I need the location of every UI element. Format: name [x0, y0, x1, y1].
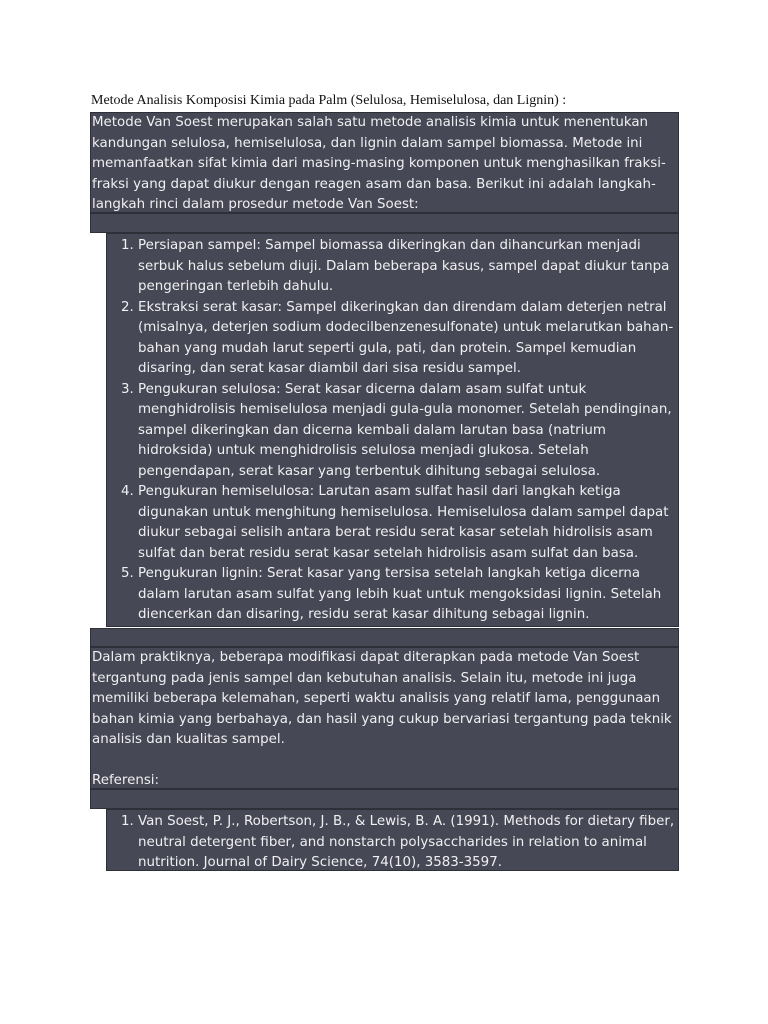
intro-paragraph: Metode Van Soest merupakan salah satu metode analisis kimia untuk menentukan kandungan selulosa, hemiselulosa, dan lignin dalam sampel biomassa. Metode ini memanfaatkan sifat kimia dari masing-masing komponen untuk menghasilkan fraksi-fraksi yang dapat diukur dengan reagen asam dan basa. Berikut ini adalah langkah-langkah rinci dalam prosedur metode Van Soest: [92, 115, 666, 212]
step-item: 1. Persiapan sampel: Sampel biomassa dikeringkan dan dihancurkan menjadi serbuk halus sebelum diuji. Dalam beberapa kasus, sampel dapat diukur tanpa pengeringan terlebih dahulu. [138, 236, 678, 298]
references-block [106, 809, 679, 871]
steps-block [106, 233, 679, 627]
step-item: 2. Ekstraksi serat kasar: Sampel dikeringkan dan direndam dalam deterjen netral (misalnya, deterjen sodium dodecilbenzenesulfonate) untuk melarutkan bahan-bahan yang mudah larut seperti gula, pati, dan protein. Sampel kemudian disaring, dan serat kasar diambil dari sisa residu sampel. [138, 298, 678, 380]
step-item: 5. Pengukuran lignin: Serat kasar yang tersisa setelah langkah ketiga dicerna dalam larutan asam sulfat yang lebih kuat untuk mengoksidasi lignin. Setelah diencerkan dan disaring, residu serat kasar dihitung sebagai lignin. [138, 564, 678, 626]
step-item: 3. Pengukuran selulosa: Serat kasar dicerna dalam asam sulfat untuk menghidrolisis hemiselulosa menjadi gula-gula monomer. Setelah pendinginan, sampel dikeringkan dan dicerna kembali dalam larutan basa (natrium hidroksida) untuk menghidrolisis selulosa menjadi glukosa. Setelah pengendapan, serat kasar yang terbentuk dihitung sebagai selulosa. [138, 380, 678, 483]
closing-block [90, 647, 679, 789]
document-title: Metode Analisis Komposisi Kimia pada Palm (Selulosa, Hemiselulosa, dan Lignin) : [91, 93, 567, 108]
intro-block [90, 112, 679, 213]
divider-strip [90, 628, 679, 647]
reference-item: 1. Van Soest, P. J., Robertson, J. B., & Lewis, B. A. (1991). Methods for dietary fiber, neutral detergent fiber, and nonstarch polysaccharides in relation to animal nutrition. Journal of Dairy Science, 74(10), 3583-3597. [138, 812, 678, 874]
steps-list [107, 234, 678, 626]
closing-paragraph: Dalam praktiknya, beberapa modifikasi dapat diterapkan pada metode Van Soest tergantung pada jenis sampel dan kebutuhan analisis. Selain itu, metode ini juga memiliki beberapa kelemahan, seperti waktu analisis yang relatif lama, penggunaan bahan kimia yang berbahaya, dan hasil yang cukup bervariasi tergantung pada teknik analisis dan kualitas sampel. [92, 650, 672, 747]
step-item: 4. Pengukuran hemiselulosa: Larutan asam sulfat hasil dari langkah ketiga digunakan untuk menghitung hemiselulosa. Hemiselulosa dalam sampel dapat diukur sebagai selisih antara berat residu serat kasar setelah hidrolisis asam sulfat dan berat residu serat kasar setelah hidrolisis asam sulfat dan basa. [138, 482, 678, 564]
references-list [107, 810, 678, 874]
divider-strip [90, 213, 679, 233]
references-heading: Referensi: [92, 772, 160, 788]
divider-strip [90, 789, 679, 809]
